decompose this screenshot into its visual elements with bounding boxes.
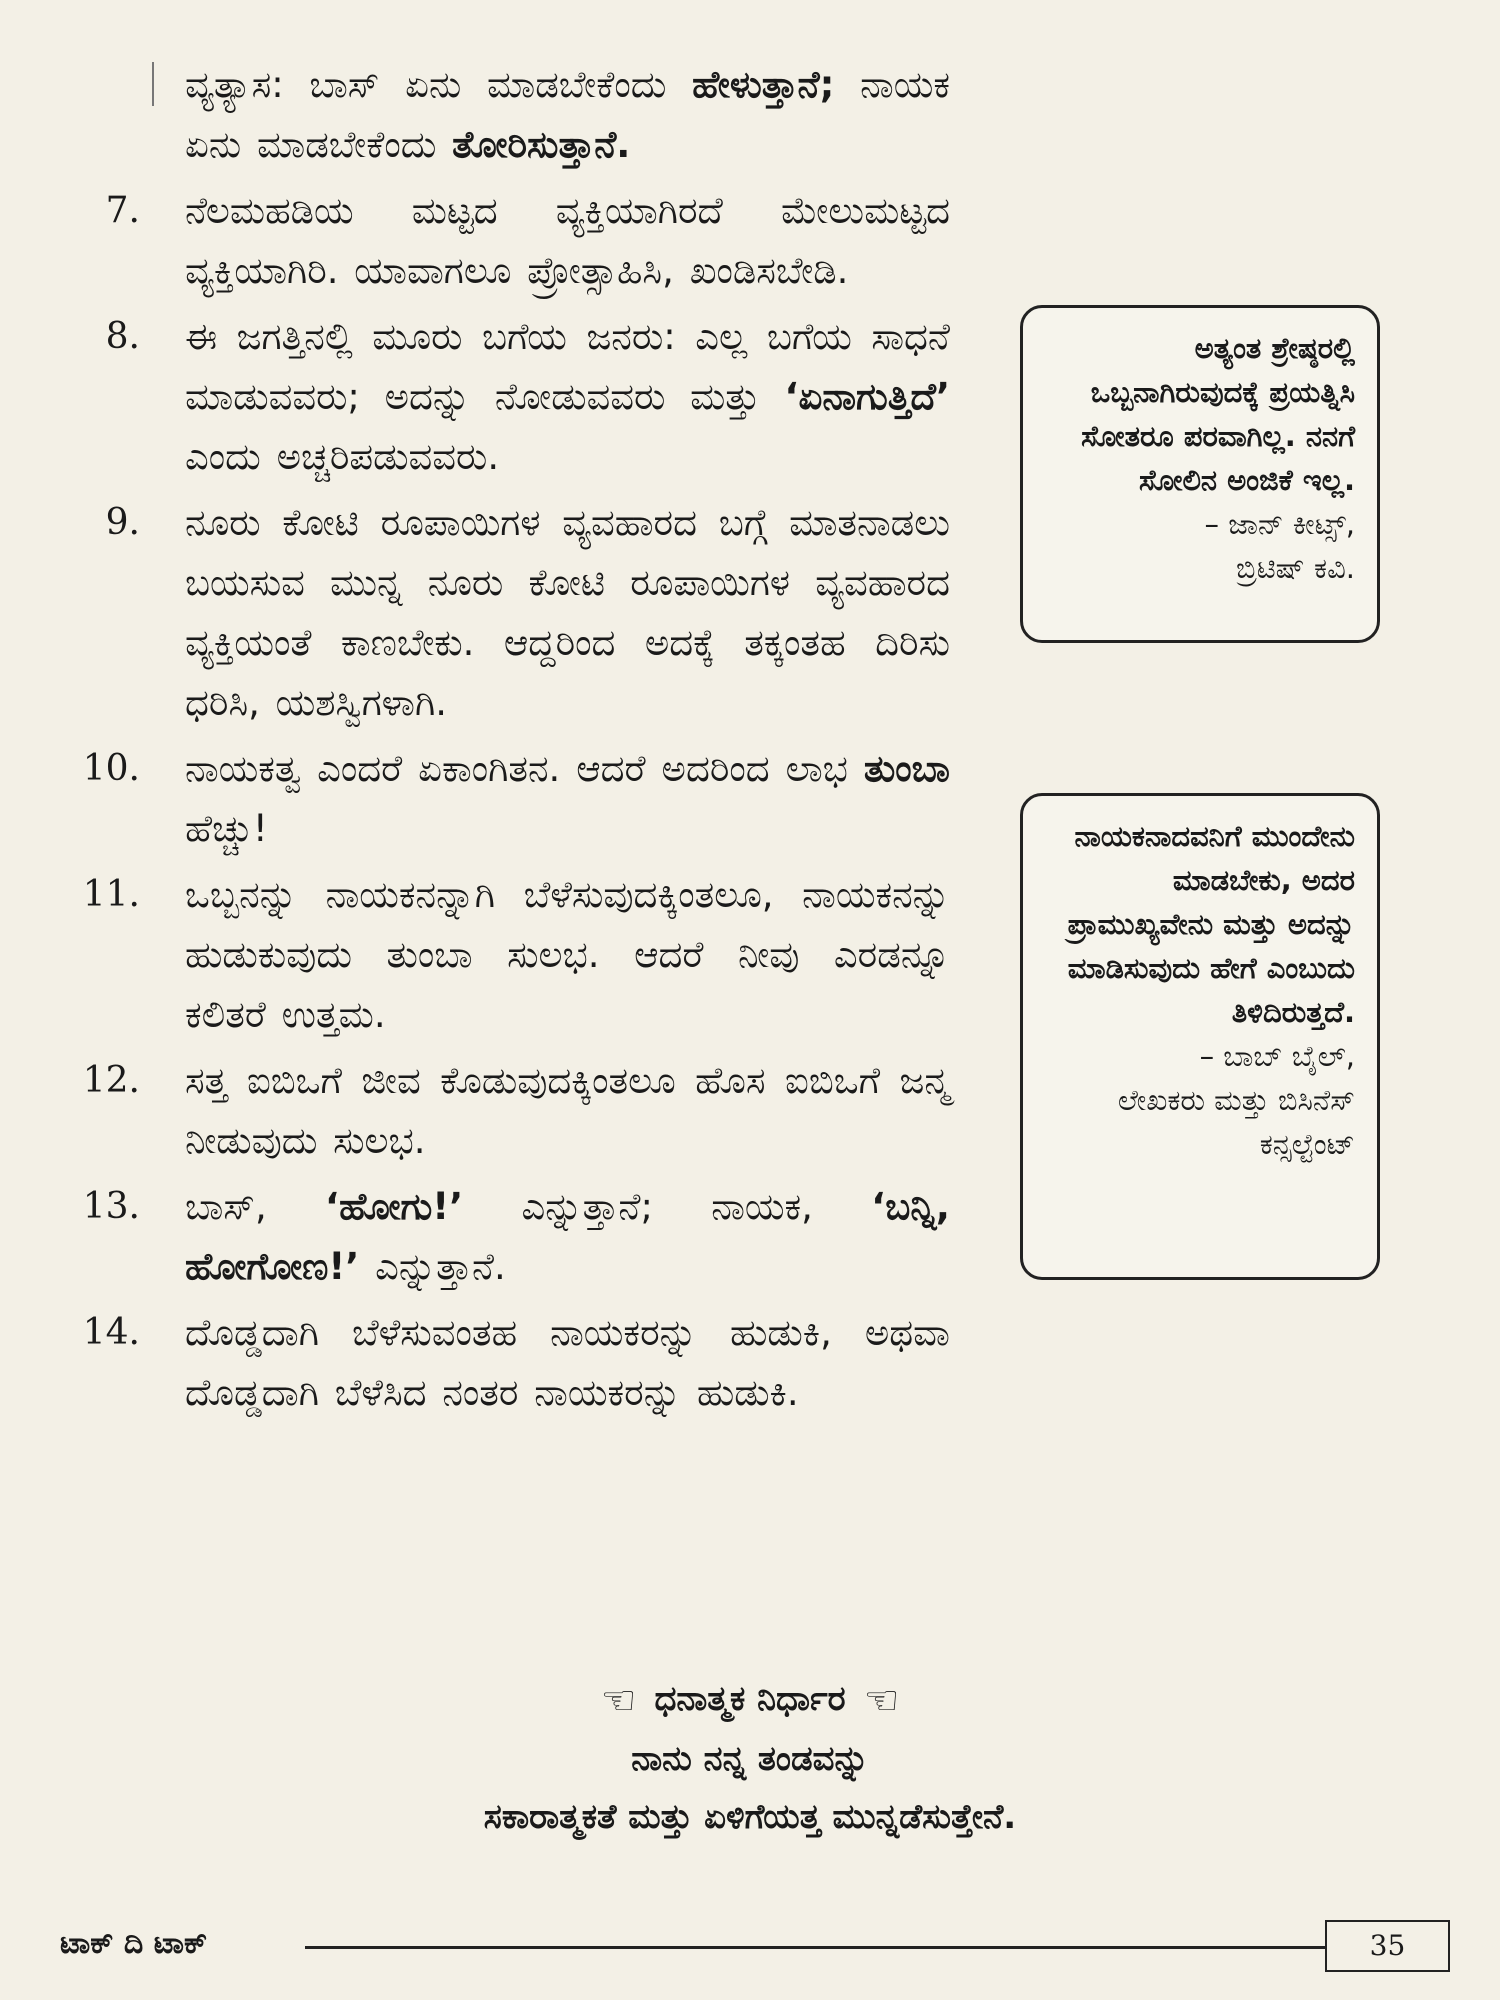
text-bold: ತುಂಬಾ [863, 747, 950, 790]
text-part: ಬಾಸ್, [185, 1185, 326, 1228]
item-text: ದೊಡ್ಡದಾಗಿ ಬೆಳೆಸುವಂತಹ ನಾಯಕರನ್ನು ಹುಡುಕಿ, ಅಥವಾ ದೊಡ್ಡದಾಗಿ ಬೆಳೆಸಿದ ನಂತರ ನಾಯಕರನ್ನು ಹುಡುಕಿ. [185, 1311, 950, 1414]
text-bold: ಹೇಳುತ್ತಾನೆ; [692, 63, 835, 106]
text-bold: ‘ಬನ್ನಿ, ಹೋಗೋಣ!’ [185, 1185, 950, 1288]
item-text: ಒಬ್ಬನನ್ನು ನಾಯಕನನ್ನಾಗಿ ಬೆಳೆಸುವುದಕ್ಕಿಂತಲೂ, ನಾಯಕನನ್ನು ಹುಡುಕುವುದು ತುಂಬಾ ಸುಲಭ. ಆದರೆ ನೀವು ಎರಡನ್ನೂ ಕಲಿತರೆ ಉತ್ತಮ. [185, 873, 950, 1036]
item-number: 9. [105, 502, 140, 543]
item-number: 7. [105, 190, 140, 231]
positive-resolution [250, 1670, 1250, 1846]
text-part: ಎನ್ನುತ್ತಾನೆ; ನಾಯಕ, [463, 1185, 872, 1228]
list-item-intro [70, 55, 950, 175]
list-item-8 [70, 307, 950, 487]
item-text [185, 55, 950, 175]
list-item-9 [70, 493, 950, 733]
text-part: ಹೆಚ್ಚು! [185, 807, 268, 850]
resolution-heading-row [250, 1670, 1250, 1730]
item-number: 12. [82, 1060, 140, 1101]
numbered-list [70, 55, 950, 1429]
item-number: 10. [82, 748, 140, 789]
text-part: ನಾಯಕತ್ವ ಎಂದರೆ ಏಕಾಂಗಿತನ. ಆದರೆ ಅದರಿಂದ ಲಾಭ [185, 747, 864, 790]
quote-text: ಅತ್ಯಂತ ಶ್ರೇಷ್ಠರಲ್ಲಿ ಒಬ್ಬನಾಗಿರುವುದಕ್ಕೆ ಪ್ರಯತ್ನಿಸಿ ಸೋತರೂ ಪರವಾಗಿಲ್ಲ. ನನಗೆ ಸೋಲಿನ ಅಂಜಿಕೆ ಇಲ್ಲ. [1081, 331, 1355, 497]
list-item-11 [70, 865, 950, 1045]
text-part: ವ್ಯತ್ಯಾಸ: ಬಾಸ್ ಏನು ಮಾಡಬೇಕೆಂದು [185, 63, 693, 106]
list-item-12 [70, 1051, 950, 1171]
item-text [185, 1177, 950, 1297]
list-item-13 [70, 1177, 950, 1297]
pointing-hand-icon: ☜ [863, 1678, 900, 1724]
pointing-hand-icon: ☜ [600, 1678, 637, 1724]
quote-text: ನಾಯಕನಾದವನಿಗೆ ಮುಂದೇನು ಮಾಡಬೇಕು, ಅದರ ಪ್ರಾಮುಖ್ಯವೇನು ಮತ್ತು ಅದನ್ನು ಮಾಡಿಸುವುದು ಹೇಗೆ ಎಂಬುದು ತಿಳಿದಿರುತ್ತದೆ. [1067, 819, 1355, 1029]
item-text: ಸತ್ತ ಐಬಿಒಗೆ ಜೀವ ಕೊಡುವುದಕ್ಕಿಂತಲೂ ಹೊಸ ಐಬಿಒಗೆ ಜನ್ಮ ನೀಡುವುದು ಸುಲಭ. [185, 1059, 950, 1162]
quote-author-title: ಬ್ರಿಟಿಷ್ ಕವಿ. [1235, 551, 1355, 585]
list-item-14 [70, 1303, 950, 1423]
text-bold: ‘ಏನಾಗುತ್ತಿದೆ’ [784, 375, 950, 418]
text-part: ಈ ಜಗತ್ತಿನಲ್ಲಿ ಮೂರು ಬಗೆಯ ಜನರು: ಎಲ್ಲ ಬಗೆಯ ಸಾಧನೆ ಮಾಡುವವರು; ಅದನ್ನು ನೋಡುವವರು ಮತ್ತು [185, 315, 950, 418]
item-number: 8. [105, 316, 140, 357]
resolution-line-2: ಸಕಾರಾತ್ಮಕತೆ ಮತ್ತು ಏಳಿಗೆಯತ್ತ ಮುನ್ನಡೆಸುತ್ತೇನೆ. [483, 1797, 1017, 1837]
item-text [185, 739, 950, 859]
quote-author: – ಬಾಬ್ ಬೈಲ್, [1199, 1039, 1355, 1073]
item-text [185, 307, 950, 487]
resolution-heading: ಧನಾತ್ಮಕ ನಿರ್ಧಾರ [654, 1679, 846, 1719]
resolution-line-1: ನಾನು ನನ್ನ ತಂಡವನ್ನು [631, 1739, 869, 1779]
quote-author-title: ಲೇಖಕರು ಮತ್ತು ಬಿಸಿನೆಸ್ ಕನ್ಸಲ್ಟೆಂಟ್ [1117, 1083, 1355, 1161]
text-part: ಎನ್ನುತ್ತಾನೆ. [359, 1245, 506, 1288]
page-number: 35 [1325, 1920, 1450, 1972]
list-item-10 [70, 739, 950, 859]
text-bold: ‘ಹೋಗು!’ [325, 1185, 464, 1228]
text-part: ಎಂದು ಅಚ್ಚರಿಪಡುವವರು. [185, 435, 500, 478]
quote-author: – ಜಾನ್ ಕೀಟ್ಸ್, [1204, 507, 1355, 541]
item-number: 14. [82, 1312, 140, 1353]
quote-box-bob-biehl [1020, 793, 1380, 1280]
text-part: ನಾಯಕ ಏನು ಮಾಡಬೇಕೆಂದು [185, 63, 950, 166]
book-title: ಟಾಕ್ ದಿ ಟಾಕ್ [60, 1926, 208, 1961]
item-text: ನೆಲಮಹಡಿಯ ಮಟ್ಟದ ವ್ಯಕ್ತಿಯಾಗಿರದೆ ಮೇಲುಮಟ್ಟದ ವ್ಯಕ್ತಿಯಾಗಿರಿ. ಯಾವಾಗಲೂ ಪ್ರೋತ್ಸಾಹಿಸಿ, ಖಂಡಿಸಬೇಡಿ. [185, 189, 950, 292]
footer-rule [305, 1946, 1325, 1949]
quote-box-keats [1020, 305, 1380, 643]
page-footer [60, 1920, 1406, 1980]
item-text: ನೂರು ಕೋಟಿ ರೂಪಾಯಿಗಳ ವ್ಯವಹಾರದ ಬಗ್ಗೆ ಮಾತನಾಡಲು ಬಯಸುವ ಮುನ್ನ ನೂರು ಕೋಟಿ ರೂಪಾಯಿಗಳ ವ್ಯವಹಾರದ ವ್ಯಕ್ತಿಯಂತೆ ಕಾಣಬೇಕು. ಆದ್ದರಿಂದ ಅದಕ್ಕೆ ತಕ್ಕಂತಹ ದಿರಿಸು ಧರಿಸಿ, ಯಶಸ್ವಿಗಳಾಗಿ. [185, 501, 950, 724]
item-number: 13. [82, 1186, 140, 1227]
text-bold: ತೋರಿಸುತ್ತಾನೆ. [452, 123, 631, 166]
item-number: 11. [82, 874, 140, 915]
list-item-7 [70, 181, 950, 301]
